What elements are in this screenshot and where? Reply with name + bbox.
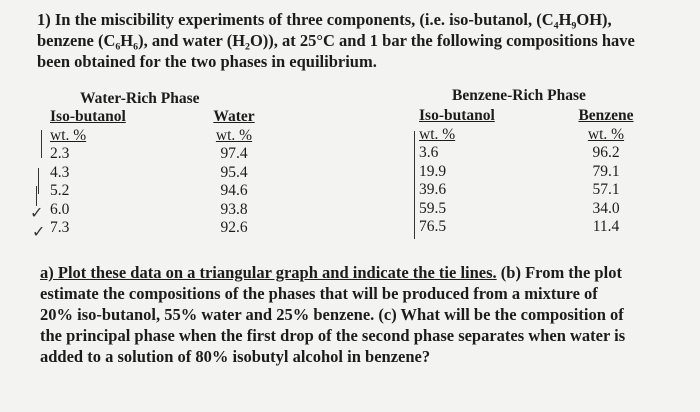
table-cell: 3.6 [419,144,439,161]
part-b-start: (b) From the plot [496,263,622,282]
part-a-text: a) Plot these data on a triangular graph and indicate the tie lines. [40,263,497,282]
handwritten-mark [38,168,39,194]
water-isobutanol-column [50,108,126,238]
table-cell: 2.3 [50,145,70,162]
intro-line-2: benzene (C₆H₆), and water (H₂O)), at 25°C and 1 bar the following compositions have [37,31,635,50]
intro-line-1: 1) In the miscibility experiments of three components, (i.e. iso-butanol, (C₄H₉OH), [37,10,612,29]
column-header: Iso-butanol [50,108,126,125]
intro-line-3: been obtained for the two phases in equilibrium. [37,52,377,71]
benzene-isobutanol-column [419,107,495,237]
table-cell: 96.2 [592,144,620,161]
question-line-4: the principal phase when the first drop of the second phase separates when water is [40,326,626,345]
handwritten-mark [41,130,42,158]
problem-statement [37,9,687,72]
column-unit: wt. % [587,125,625,143]
benzene-benzene-column [572,107,640,237]
question-line-5: added to a solution of 80% isobutyl alcohol in benzene? [40,347,431,366]
column-unit: wt. % [50,126,87,144]
column-header: Benzene [578,107,634,124]
table-cell: 59.5 [419,199,447,217]
question-line-1 [40,262,690,283]
table-cell: 39.6 [419,181,447,198]
table-cell: 97.4 [220,145,248,162]
table-cell: 4.3 [50,163,70,181]
water-water-column [208,108,260,238]
question-line-3: 20% iso-butanol, 55% water and 25% benzene. (c) What will be the composition of [40,305,624,324]
column-header: Iso-butanol [419,107,495,124]
water-phase-title: Water-Rich Phase [80,90,200,107]
check-mark-icon: ✓ [30,203,44,222]
table-cell: 79.1 [592,162,620,180]
table-cell: 7.3 [50,219,70,236]
benzene-phase-title: Benzene-Rich Phase [452,87,586,104]
table-cell: 6.0 [50,200,70,218]
column-unit: wt. % [215,126,253,144]
question-line-2: estimate the compositions of the phases that will be produced from a mixture of [40,284,598,303]
table-cell: 92.6 [220,219,248,236]
handwritten-mark [414,131,415,239]
column-header: Water [213,108,255,125]
table-cell: 34.0 [592,199,620,217]
check-mark-icon: ✓ [32,222,46,241]
table-cell: 95.4 [220,163,248,181]
table-cell: 93.8 [220,200,248,218]
column-unit: wt. % [419,125,456,143]
table-cell: 11.4 [592,218,620,235]
table-cell: 19.9 [419,162,447,180]
table-cell: 76.5 [419,218,447,235]
table-cell: 57.1 [592,181,620,198]
table-cell: 94.6 [220,182,248,199]
table-cell: 5.2 [50,182,70,199]
question-text [40,262,690,367]
